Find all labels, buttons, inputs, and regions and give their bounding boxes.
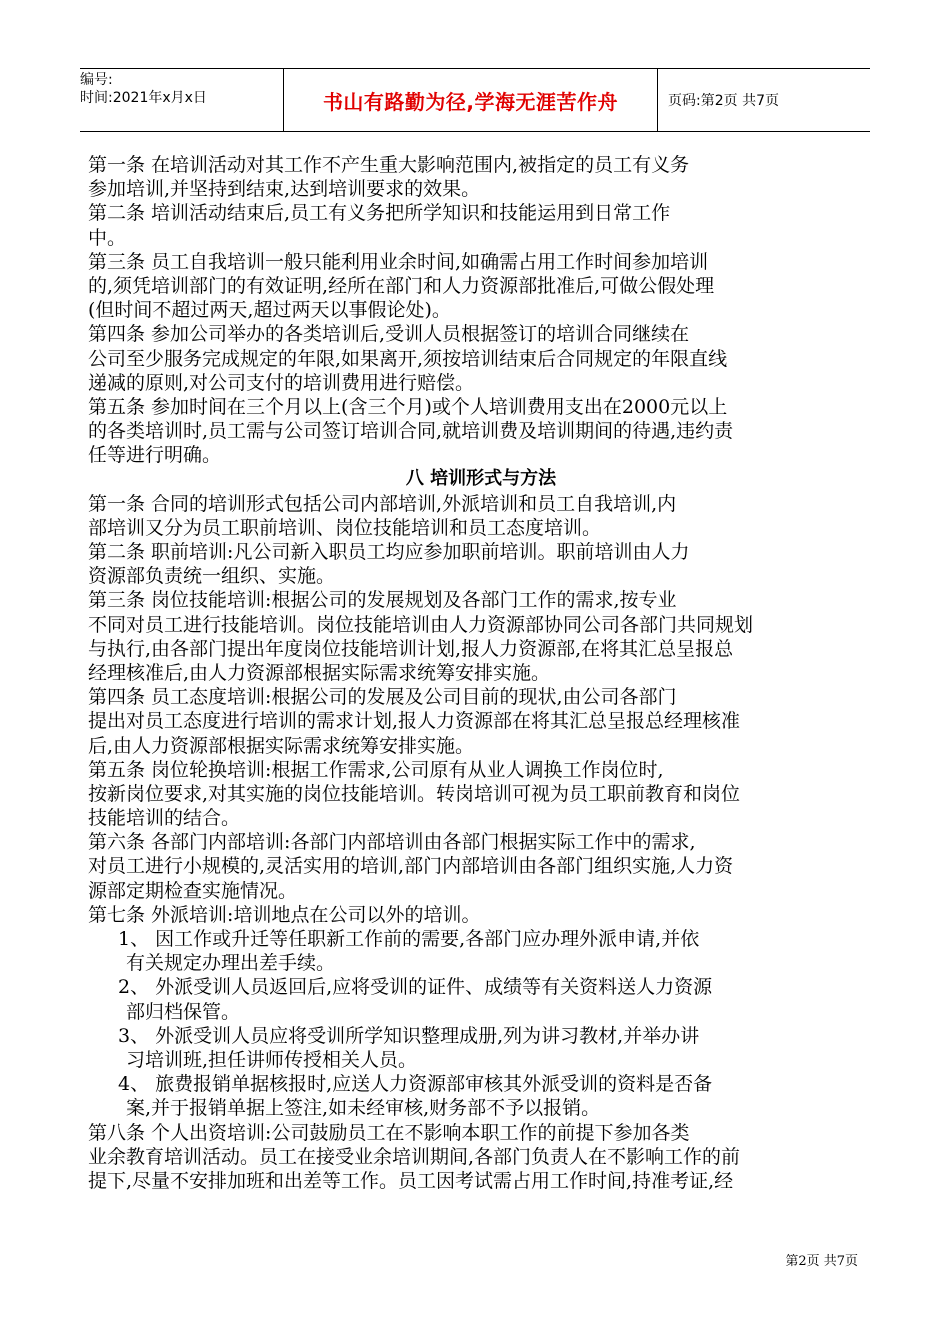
text-line: 业余教育培训活动。员工在接受业余培训期间,各部门负责人在不影响工作的前 [88,1145,741,1168]
text-line: 经理核准后,由人力资源部根据实际需求统筹安排实施。 [88,661,551,684]
page-header [80,68,870,132]
text-line: 中。 [88,226,127,249]
text-line: 4、 旅费报销单据核报时,应送人力资源部审核其外派受训的资料是否备 [118,1073,713,1096]
text-line: 资源部负责统一组织、实施。 [88,565,336,588]
header-motto: 书山有路勤为径,学海无涯苦作舟 [283,69,658,131]
text-line: 递减的原则,对公司支付的培训费用进行赔偿。 [88,371,475,394]
text-line: 第二条 职前培训:凡公司新入职员工均应参加职前培训。职前培训由人力 [88,541,690,563]
text-line: 第四条 参加公司举办的各类培训后,受训人员根据签订的培训合同继续在 [88,323,690,346]
text-line: 第四条 员工态度培训:根据公司的发展及公司目前的现状,由公司各部门 [88,686,677,709]
text-line: 习培训班,担任讲师传授相关人员。 [126,1048,418,1071]
text-line: 第八条 个人出资培训:公司鼓励员工在不影响本职工作的前提下参加各类 [88,1121,690,1144]
text-line: 不同对员工进行技能培训。岗位技能培训由人力资源部协同公司各部门共同规划 [88,613,754,636]
text-line: 第一条 在培训活动对其工作不产生重大影响范围内,被指定的员工有义务 [88,154,690,176]
text-line: 与执行,由各部门提出年度岗位技能培训计划,报人力资源部,在将其汇总呈报总 [88,637,734,660]
header-page-info: 页码:第2页 共7页 [668,93,779,109]
text-line: 案,并于报销单据上签注,如未经审核,财务部不予以报销。 [126,1097,601,1120]
section-heading: 八 培训形式与方法 [405,468,557,490]
text-line: 源部定期检查实施情况。 [88,879,298,902]
header-meta [80,69,283,131]
text-line: 提下,尽量不安排加班和出差等工作。员工因考试需占用工作时间,持准考证,经 [88,1169,734,1192]
doc-number-label: 编号: [80,72,113,88]
text-line: 的各类培训时,员工需与公司签订培训合同,就培训费及培训期间的待遇,违约责 [88,420,734,443]
text-line: 后,由人力资源部根据实际需求统筹安排实施。 [88,734,475,757]
text-line: 的,须凭培训部门的有效证明,经所在部门和人力资源部批准后,可做公假处理 [88,274,715,297]
text-line: 有关规定办理出差手续。 [126,952,336,975]
text-line: 第六条 各部门内部培训:各部门内部培训由各部门根据实际工作中的需求, [88,831,696,854]
text-line: 第七条 外派培训:培训地点在公司以外的培训。 [88,903,481,926]
text-line: 第一条 合同的培训形式包括公司内部培训,外派培训和员工自我培训,内 [88,492,677,515]
text-line: 第二条 培训活动结束后,员工有义务把所学知识和技能运用到日常工作 [88,202,671,225]
text-line: 提出对员工态度进行培训的需求计划,报人力资源部在将其汇总呈报总经理核准 [88,710,741,733]
text-line: 按新岗位要求,对其实施的岗位技能培训。转岗培训可视为员工职前教育和岗位 [88,782,741,805]
text-line: 参加培训,并坚持到结束,达到培训要求的效果。 [88,178,481,201]
text-line: 部归档保管。 [126,1000,241,1023]
text-line: 3、 外派受训人员应将受训所学知识整理成册,列为讲习教材,并举办讲 [118,1024,700,1047]
text-line: 任等进行明确。 [88,444,222,467]
page-footer: 第2页 共7页 [785,1254,858,1269]
text-line: 第五条 岗位轮换培训:根据工作需求,公司原有从业人调换工作岗位时, [88,758,664,781]
text-line: 第三条 员工自我培训一般只能利用业余时间,如确需占用工作时间参加培训 [88,250,709,273]
text-line: 第五条 参加时间在三个月以上(含三个月)或个人培训费用支出在2000元以上 [88,395,728,418]
text-line: 对员工进行小规模的,灵活实用的培训,部门内部培训由各部门组织实施,人力资 [88,855,734,878]
text-line: 2、 外派受训人员返回后,应将受训的证件、成绩等有关资料送人力资源 [118,976,713,999]
doc-date-label: 时间:2021年x月x日 [80,90,207,106]
document-body [88,153,874,1193]
text-line: 技能培训的结合。 [88,807,241,830]
text-line: 部培训又分为员工职前培训、岗位技能培训和员工态度培训。 [88,516,602,539]
text-line: 1、 因工作或升迁等任职新工作前的需要,各部门应办理外派申请,并依 [118,928,700,950]
text-line: (但时间不超过两天,超过两天以事假论处)。 [88,299,451,322]
text-line: 公司至少服务完成规定的年限,如果离开,须按培训结束后合同规定的年限直线 [88,347,728,370]
text-line: 第三条 岗位技能培训:根据公司的发展规划及各部门工作的需求,按专业 [88,589,677,612]
